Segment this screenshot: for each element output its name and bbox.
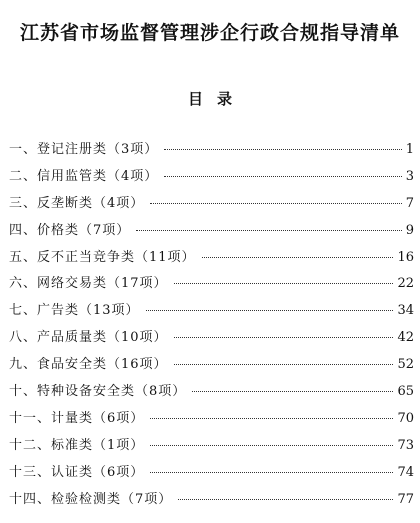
dot-leader	[150, 203, 401, 204]
toc-entry-page: 73	[397, 437, 414, 453]
toc-entry[interactable]	[9, 219, 414, 246]
toc-entry[interactable]	[9, 299, 414, 326]
toc-entry-page: 3	[405, 168, 414, 184]
toc-entry-page: 7	[405, 195, 414, 211]
toc-entry-page: 77	[397, 491, 414, 507]
toc-entry-label: 四、价格类（7项）	[9, 222, 131, 238]
toc-entry[interactable]	[9, 165, 414, 192]
dot-leader	[192, 391, 393, 392]
toc-entry[interactable]	[9, 326, 414, 353]
toc-entry-page: 74	[397, 464, 414, 480]
dot-leader	[150, 445, 393, 446]
toc-entry-page: 52	[397, 357, 414, 373]
toc-entry-page: 22	[397, 276, 414, 292]
toc-entry[interactable]	[9, 407, 414, 434]
table-of-contents	[9, 138, 414, 514]
toc-entry-label: 九、食品安全类（16项）	[9, 357, 168, 373]
toc-entry-label: 十一、计量类（6项）	[9, 410, 145, 426]
toc-entry[interactable]	[9, 461, 414, 488]
toc-entry-label: 十三、认证类（6项）	[9, 464, 145, 480]
dot-leader	[146, 310, 394, 311]
toc-entry-label: 六、网络交易类（17项）	[9, 276, 168, 292]
toc-entry-label: 五、反不正当竞争类（11项）	[9, 249, 196, 265]
dot-leader	[136, 230, 401, 231]
toc-entry-label: 一、登记注册类（3项）	[9, 142, 159, 157]
toc-entry-label: 十、特种设备安全类（8项）	[9, 384, 187, 400]
toc-entry-label: 十二、标准类（1项）	[9, 437, 145, 453]
toc-entry-page: 1	[405, 142, 414, 157]
toc-heading: 目录	[187, 90, 246, 108]
toc-entry-label: 三、反垄断类（4项）	[9, 195, 145, 211]
dot-leader	[174, 283, 394, 284]
toc-entry-label: 十四、检验检测类（7项）	[9, 491, 173, 507]
toc-entry[interactable]	[9, 488, 414, 515]
toc-entry[interactable]	[9, 353, 414, 380]
dot-leader	[178, 499, 393, 500]
toc-entry-label: 二、信用监管类（4项）	[9, 168, 159, 184]
toc-entry-label: 八、产品质量类（10项）	[9, 330, 168, 346]
document-title: 江苏省市场监督管理涉企行政合规指导清单	[19, 22, 400, 44]
dot-leader	[164, 149, 401, 150]
dot-leader	[174, 337, 394, 338]
toc-entry-page: 70	[397, 410, 414, 426]
dot-leader	[202, 257, 394, 258]
toc-entry[interactable]	[9, 380, 414, 407]
toc-entry[interactable]	[9, 192, 414, 219]
toc-entry[interactable]	[9, 138, 414, 165]
toc-entry-label: 七、广告类（13项）	[9, 303, 140, 319]
dot-leader	[164, 176, 401, 177]
dot-leader	[174, 364, 394, 365]
toc-entry-page: 9	[405, 222, 414, 238]
toc-entry-page: 42	[397, 330, 414, 346]
dot-leader	[150, 418, 393, 419]
dot-leader	[150, 472, 393, 473]
toc-entry[interactable]	[9, 434, 414, 461]
toc-entry-page: 16	[397, 249, 414, 265]
toc-entry-page: 34	[397, 303, 414, 319]
toc-entry-page: 65	[397, 384, 414, 400]
toc-entry[interactable]	[9, 246, 414, 273]
toc-entry[interactable]	[9, 272, 414, 299]
